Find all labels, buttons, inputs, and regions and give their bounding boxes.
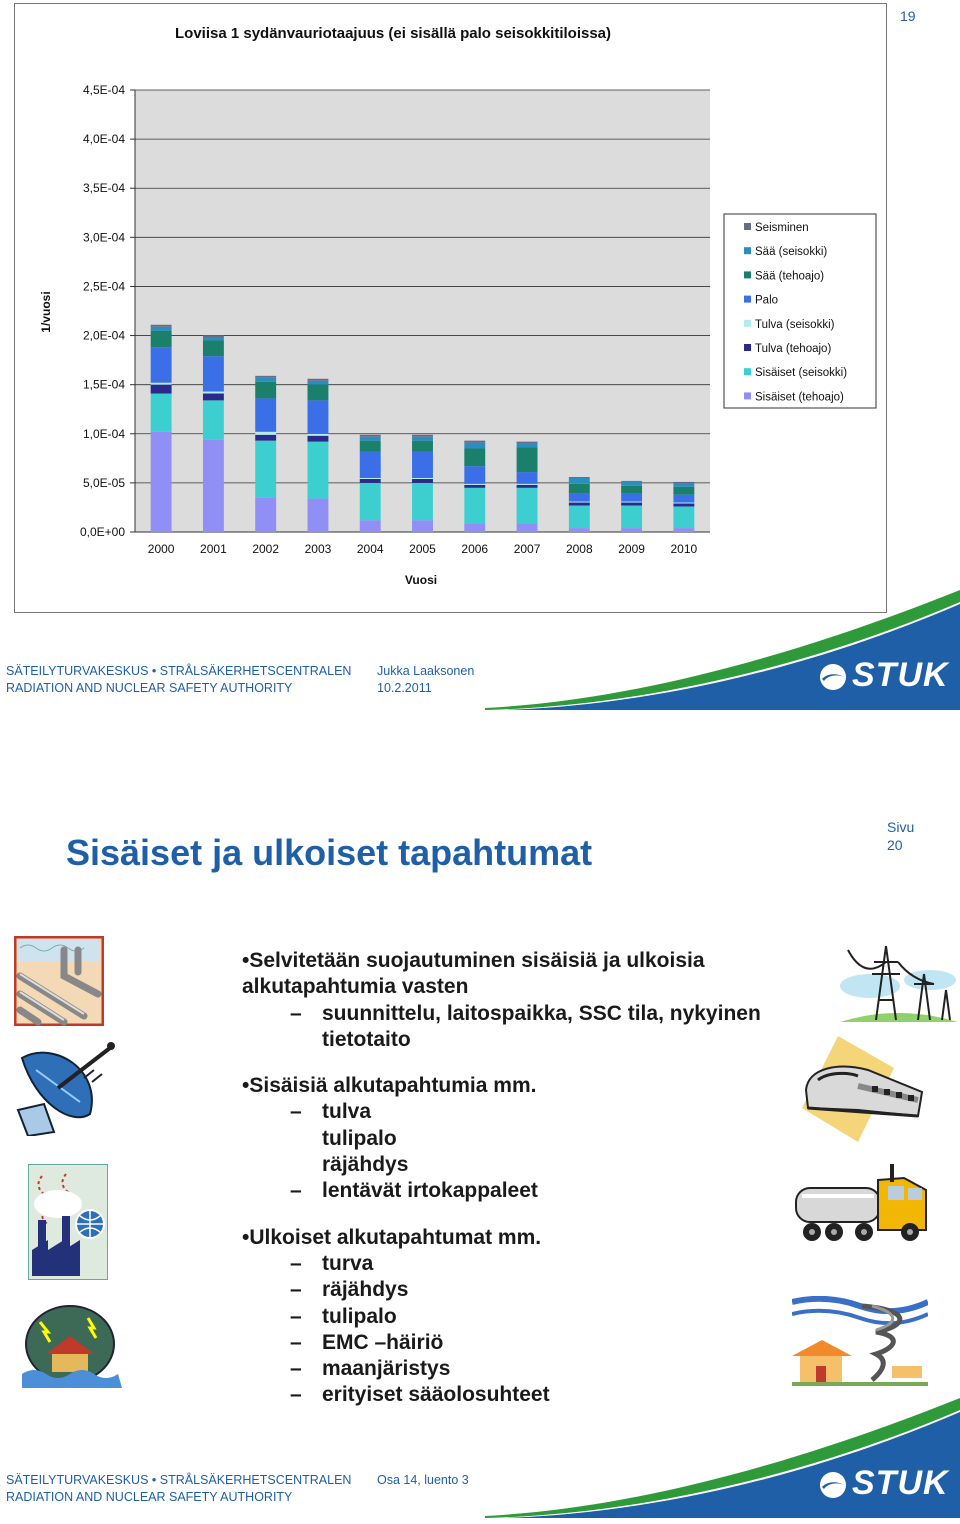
slide-19 <box>0 0 960 710</box>
sub-text: EMC –häiriö <box>322 1330 444 1354</box>
bar-segment <box>203 336 224 338</box>
bar-segment <box>569 505 590 528</box>
power-lines-clipart-icon <box>834 940 958 1030</box>
bar-segment <box>255 498 276 532</box>
x-axis-label: Vuosi <box>404 573 438 587</box>
legend-swatch <box>744 223 751 230</box>
dash-blank <box>242 1152 322 1178</box>
org-name-fi-sv: SÄTEILYTURVAKESKUS • STRÅLSÄKERHETSCENTRALEN <box>6 1473 352 1487</box>
bar-segment <box>464 523 485 532</box>
bar-segment <box>255 376 276 378</box>
bar-segment <box>360 520 381 532</box>
bar-segment <box>569 494 590 502</box>
bar-segment <box>464 485 485 488</box>
y-tick-label: 3,5E-04 <box>82 181 125 196</box>
bar-segment <box>621 503 642 506</box>
bar-segment <box>569 477 590 478</box>
dash: – <box>290 1100 302 1124</box>
dash: – <box>290 1179 302 1203</box>
slide-title: Sisäiset ja ulkoiset tapahtumat <box>66 832 593 873</box>
bar-segment <box>621 505 642 528</box>
bar-segment <box>517 523 538 532</box>
sub-text: räjähdys <box>322 1278 409 1302</box>
bar-segment <box>203 340 224 356</box>
bar-segment <box>412 435 433 437</box>
stuk-logo-icon <box>818 662 848 692</box>
bar-segment <box>673 495 694 503</box>
x-tick-label: 2006 <box>461 542 489 556</box>
bar-segment <box>203 394 224 401</box>
sub-text: maanjäristys <box>322 1357 451 1381</box>
bar-segment <box>255 435 276 441</box>
legend-swatch <box>744 296 751 303</box>
bar-segment <box>569 503 590 506</box>
bar-segment <box>308 499 329 532</box>
y-tick-label: 1,0E-04 <box>82 426 125 441</box>
x-tick-label: 2000 <box>147 542 175 556</box>
page-indicator <box>887 818 914 854</box>
factory-pollution-clipart-icon <box>28 1164 108 1280</box>
pipes-clipart-icon <box>14 936 104 1026</box>
bar-segment <box>255 432 276 435</box>
bar-segment <box>673 503 694 504</box>
legend-swatch <box>744 392 751 399</box>
bar-segment <box>673 482 694 483</box>
x-tick-label: 2005 <box>409 542 436 556</box>
sub-text: suunnittelu, laitospaikka, SSC tila, nykyinen tietotaito <box>322 1001 761 1051</box>
author: Jukka Laaksonen <box>377 664 475 678</box>
bar-segment <box>255 398 276 431</box>
bullet-2-sub-2 <box>242 1126 802 1152</box>
train-clipart-icon <box>798 1034 924 1144</box>
bar-segment <box>621 502 642 503</box>
x-tick-label: 2008 <box>565 542 593 556</box>
stuk-logo-2 <box>818 1464 949 1504</box>
bar-segment <box>151 327 172 331</box>
flooded-house-storm-clipart-icon <box>22 1304 122 1388</box>
bar-segment <box>569 484 590 494</box>
bar-segment <box>255 382 276 399</box>
sub-text: lentävät irtokappaleet <box>322 1179 538 1203</box>
legend-swatch <box>744 368 751 375</box>
dash: – <box>290 1330 302 1354</box>
bullet-1: •Selvitetään suojautuminen sisäisiä ja ulkoisia alkutapahtumia vasten <box>242 949 705 999</box>
dash: – <box>290 1304 302 1328</box>
bullet-3-sub-4 <box>242 1330 802 1356</box>
footer-lecture: Osa 14, luento 3 <box>377 1473 469 1487</box>
bar-segment <box>203 392 224 394</box>
sub-text: tulva <box>322 1100 372 1124</box>
org-name-fi-sv: SÄTEILYTURVAKESKUS • STRÅLSÄKERHETSCENTRALEN <box>6 664 352 678</box>
x-tick-label: 2001 <box>200 542 227 556</box>
bar-segment <box>151 394 172 432</box>
legend-entry: Seisminen <box>755 222 809 234</box>
bar-segment <box>360 483 381 520</box>
bar-segment <box>360 435 381 437</box>
bar-segment <box>569 478 590 484</box>
dash: – <box>290 1278 302 1302</box>
bar-segment <box>673 528 694 532</box>
x-tick-label: 2004 <box>356 542 384 556</box>
bullet-3-sub-1 <box>242 1251 802 1277</box>
bullet-list <box>242 948 802 1409</box>
bar-segment <box>308 442 329 499</box>
bar-segment <box>151 331 172 348</box>
bullet-2-sub-3 <box>242 1152 802 1178</box>
org-name-en: RADIATION AND NUCLEAR SAFETY AUTHORITY <box>6 681 293 695</box>
bar-segment <box>308 436 329 442</box>
legend-entry: Tulva (tehoajo) <box>755 343 832 355</box>
y-tick-label: 1,5E-04 <box>82 377 125 392</box>
bar-segment <box>151 383 172 385</box>
bullet-1-sub-1 <box>242 1001 802 1054</box>
bar-segment <box>203 440 224 532</box>
bar-segment <box>621 494 642 502</box>
bar-segment <box>673 506 694 528</box>
bar-segment <box>517 442 538 444</box>
dash: – <box>290 1251 302 1275</box>
bullet-2-sub-1 <box>242 1099 802 1125</box>
stuk-logo <box>818 656 949 696</box>
legend-entry: Sää (tehoajo) <box>755 270 825 283</box>
bar-segment <box>412 441 433 452</box>
bar-segment <box>569 502 590 503</box>
x-tick-label: 2007 <box>513 542 541 556</box>
bar-segment <box>517 448 538 473</box>
stuk-logo-icon <box>818 1470 848 1500</box>
bar-segment <box>151 347 172 382</box>
x-tick-label: 2002 <box>252 542 280 556</box>
bar-segment <box>517 472 538 484</box>
bar-segment <box>464 441 485 443</box>
bar-segment <box>621 481 642 482</box>
bar-segment <box>464 484 485 485</box>
tornado-clipart-icon <box>792 1296 928 1388</box>
dash-blank <box>242 1126 322 1152</box>
stuk-logo-text: STUK <box>852 1464 949 1502</box>
bullet-2-sub-4 <box>242 1178 802 1204</box>
core-damage-frequency-chart <box>15 4 886 612</box>
bar-segment <box>360 437 381 441</box>
legend-entry: Tulva (seisokki) <box>755 318 835 331</box>
bar-segment <box>517 484 538 485</box>
legend-swatch <box>744 247 751 254</box>
bar-segment <box>517 485 538 488</box>
bar-segment <box>412 479 433 483</box>
bar-segment <box>412 478 433 479</box>
bar-segment <box>673 487 694 495</box>
legend-swatch <box>744 320 751 327</box>
bullet-3: •Ulkoiset alkutapahtumat mm. <box>242 1225 542 1249</box>
sub-text: tulipalo <box>322 1126 397 1150</box>
page-number: 19 <box>900 8 916 24</box>
y-tick-label: 2,5E-04 <box>82 279 125 294</box>
bar-segment <box>412 451 433 478</box>
legend-swatch <box>744 271 751 278</box>
bullet-3-sub-5 <box>242 1356 802 1382</box>
bar-segment <box>203 338 224 341</box>
bullet-3-sub-3 <box>242 1304 802 1330</box>
sub-text: räjähdys <box>322 1153 409 1177</box>
bullet-2: •Sisäisiä alkutapahtumia mm. <box>242 1074 537 1098</box>
bar-segment <box>308 379 329 381</box>
bar-segment <box>255 378 276 382</box>
bar-segment <box>360 479 381 483</box>
bar-segment <box>308 385 329 401</box>
bar-segment <box>308 400 329 433</box>
sub-text: turva <box>322 1251 374 1275</box>
legend-swatch <box>744 344 751 351</box>
footer-organization-2 <box>6 1472 351 1506</box>
y-tick-label: 5,0E-05 <box>82 475 125 490</box>
page-label: Sivu <box>887 819 915 835</box>
dash: – <box>290 1357 302 1381</box>
date: 10.2.2011 <box>377 681 432 695</box>
y-axis-label: 1/vuosi <box>39 291 53 333</box>
bar-segment <box>464 466 485 484</box>
legend-entry: Sisäiset (seisokki) <box>755 367 848 380</box>
page-number-20: 20 <box>887 837 903 853</box>
y-tick-label: 2,0E-04 <box>82 328 125 343</box>
bar-segment <box>673 504 694 507</box>
bar-segment <box>621 486 642 494</box>
bar-segment <box>360 441 381 452</box>
footer-organization <box>6 663 351 697</box>
bar-segment <box>621 528 642 532</box>
chart-title: Loviisa 1 sydänvauriotaajuus (ei sisällä palo seisokkitiloissa) <box>175 25 612 42</box>
bar-segment <box>517 444 538 448</box>
y-tick-label: 0,0E+00 <box>79 525 125 539</box>
x-tick-label: 2010 <box>670 542 698 556</box>
bar-segment <box>412 437 433 441</box>
bar-segment <box>464 488 485 523</box>
bar-segment <box>255 441 276 498</box>
bar-segment <box>203 400 224 439</box>
bar-segment <box>203 356 224 391</box>
y-tick-label: 3,0E-04 <box>82 230 125 245</box>
org-name-en: RADIATION AND NUCLEAR SAFETY AUTHORITY <box>6 1490 293 1504</box>
x-tick-label: 2003 <box>304 542 332 556</box>
bar-segment <box>151 325 172 327</box>
bar-segment <box>412 520 433 532</box>
chart-frame <box>14 3 887 613</box>
bar-segment <box>569 528 590 532</box>
tanker-truck-clipart-icon <box>792 1160 928 1246</box>
bar-segment <box>412 483 433 520</box>
dash: – <box>290 1383 302 1407</box>
legend-entry: Palo <box>755 294 779 307</box>
bar-segment <box>673 483 694 487</box>
bar-segment <box>621 482 642 486</box>
footer-author-date <box>377 663 474 697</box>
bar-segment <box>360 451 381 478</box>
bar-segment <box>464 449 485 467</box>
bar-segment <box>517 488 538 523</box>
bar-segment <box>308 434 329 436</box>
bar-segment <box>308 381 329 385</box>
satellite-dish-clipart-icon <box>14 1040 118 1136</box>
bar-segment <box>464 443 485 449</box>
bullet-3-sub-2 <box>242 1277 802 1303</box>
sub-text: erityiset sääolosuhteet <box>322 1383 550 1407</box>
legend-entry: Sisäiset (tehoajo) <box>755 391 844 404</box>
x-tick-label: 2009 <box>618 542 645 556</box>
y-tick-label: 4,5E-04 <box>82 83 125 97</box>
bar-segment <box>151 432 172 532</box>
y-tick-label: 4,0E-04 <box>82 132 125 147</box>
bar-segment <box>151 385 172 394</box>
stuk-logo-text: STUK <box>852 656 949 694</box>
dash: – <box>290 1001 302 1025</box>
sub-text: tulipalo <box>322 1304 397 1328</box>
legend-entry: Sää (seisokki) <box>755 246 828 259</box>
bar-segment <box>360 478 381 479</box>
